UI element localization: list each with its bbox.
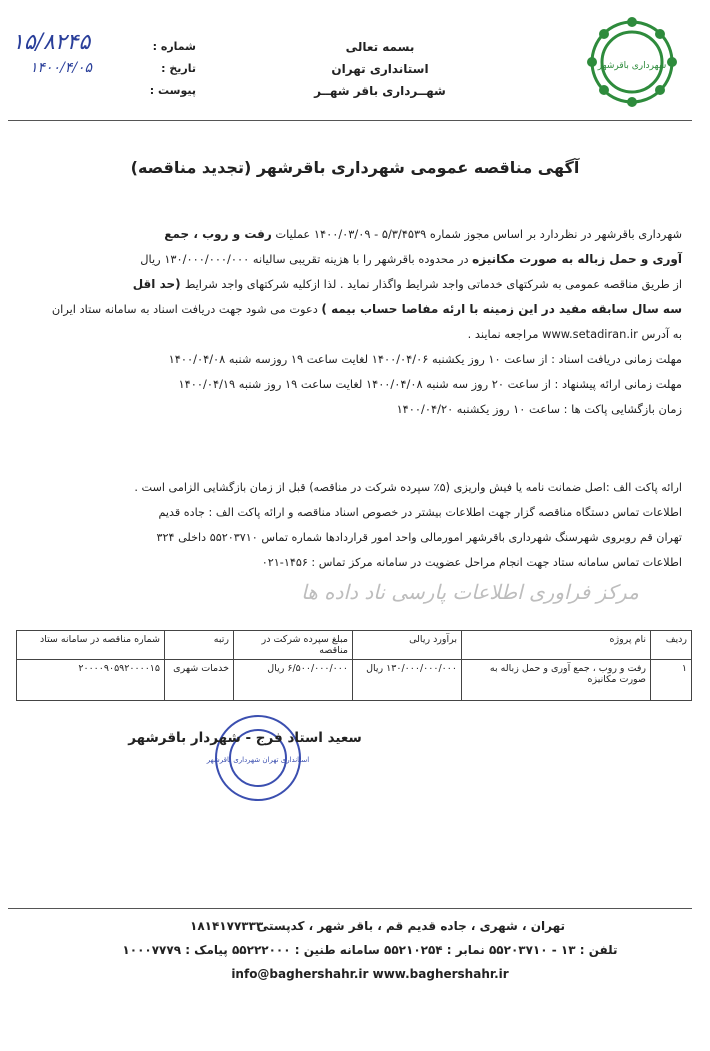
signature: سعید استاد فرج - شهردار باقرشهر [128, 730, 362, 746]
col-estimate: برآورد ریالی [353, 631, 462, 660]
col-deposit: مبلغ سپرده شرکت در مناقصه [234, 631, 353, 660]
header-governorate: استانداری تهران [331, 62, 429, 76]
letter-date: ۱۴۰۰/۴/۰۵ [30, 60, 93, 76]
footer-web: info@baghershahr.ir www.baghershahr.ir [231, 967, 509, 981]
table-header-row [17, 631, 692, 660]
cell-grade: خدمات شهری [165, 660, 234, 701]
cell-row: ۱ [651, 660, 692, 701]
col-project: نام پروژه [462, 631, 651, 660]
body-line-4: سه سال سابقه مفید در این زمینه با ارئه مفاصا حساب بیمه ) دعوت می شود جهت دریافت اسناد به سامانه ستاد ایران [51, 302, 682, 316]
attachment-label: پیوست : [149, 84, 196, 97]
letterhead [300, 36, 460, 102]
contact-line-2: تهران قم روبروی شهرسنگ شهرداری باقرشهر امورمالی واحد امور قراردادها شماره تماس ۵۵۲۰۳۷۱۰ داخلی ۳۲۴ [156, 531, 682, 544]
guarantee-note: ارائه پاکت الف :اصل ضمانت نامه یا فیش واریزی (۵٪ سپرده شرکت در مناقصه) قبل از زمان بازگشایی الزامی است . [134, 481, 682, 494]
stamp-text: استانداری تهران شهرداری باقرشهر [206, 756, 310, 764]
footer-divider [8, 908, 692, 909]
document-deadline: مهلت زمانی دریافت اسناد : از ساعت ۱۰ روز یکشنبه ۱۴۰۰/۰۴/۰۶ لغایت ساعت ۱۹ روزسه شنبه ۱۴۰۰/۰۴/۰۸ [168, 352, 682, 366]
col-tender-number: شماره مناقصه در سامانه ستاد [17, 631, 165, 660]
opening-time: زمان بازگشایی پاکت ها : ساعت ۱۰ روز یکشنبه ۱۴۰۰/۰۴/۲۰ [396, 402, 682, 416]
date-label: تاریخ : [161, 62, 196, 75]
official-stamp [206, 712, 310, 804]
footer-address-line [30, 914, 710, 938]
body-line-2: آوری و حمل زباله به صورت مکانیزه در محدوده باقرشهر را با هزینه تقریبی سالیانه ۱۳۰/۰۰۰/۰۰۰/۰۰۰ ریال [140, 252, 682, 266]
body-line-1: شهرداری باقرشهر در نظردارد بر اساس مجوز شماره ۵/۳/۴۵۳۹ - ۱۴۰۰/۰۳/۰۹ عملیات رفت و روب ، جمع [164, 227, 682, 241]
letter-meta [140, 36, 196, 102]
cell-deposit: ۶/۵۰۰/۰۰۰/۰۰۰ ریال [234, 660, 353, 701]
table-row [17, 660, 692, 701]
cell-project: رفت و روب ، جمع آوری و حمل زباله به صورت مکانیزه [462, 660, 651, 701]
logo-text: شهرداری باقرشهر [597, 61, 667, 71]
body-line-3: از طریق مناقصه عمومی به شرکتهای خدماتی واجد شرایط واگذار نماید . لذا ازکلیه شرکتهای واجد شرایط (حد اقل [132, 277, 682, 291]
proposal-deadline: مهلت زمانی ارائه پیشنهاد : از ساعت ۲۰ روز سه شنبه ۱۴۰۰/۰۴/۰۸ لغایت ساعت ۱۹ روز شنبه ۱۴۰۰/۰۴/۱۹ [178, 377, 682, 391]
footer-phones: تلفن : ۱۳ - ۵۵۲۰۳۷۱۰ نمابر : ۵۵۲۱۰۲۵۴ سامانه طنین : ۵۵۲۲۲۰۰۰ پیامک : ۱۰۰۰۷۷۷۹ [122, 943, 618, 957]
contact-line-3: اطلاعات تماس سامانه ستاد جهت انجام مراحل عضویت در سامانه مرکز تماس : ۱۴۵۶-۰۲۱ [261, 556, 682, 569]
contact-line-1: اطلاعات تماس دستگاه مناقصه گزار جهت اطلاعات بیشتر در خصوص اسناد مناقصه و ارائه پاکت الف : جاده قدیم [158, 506, 682, 519]
header-divider [8, 120, 692, 121]
col-row: ردیف [651, 631, 692, 660]
col-grade: رتبه [165, 631, 234, 660]
municipality-logo [586, 16, 678, 108]
cell-tender-number: ۲۰۰۰۰۹۰۵۹۲۰۰۰۰۱۵ [17, 660, 165, 701]
letter-number: ۱۵/۸۲۴۵ [12, 30, 91, 55]
number-label: شماره : [152, 40, 196, 53]
header-municipality: شهــرداری باقر شهــر [314, 84, 446, 98]
header-bismillah: بسمه تعالی [345, 40, 415, 54]
footer [30, 914, 710, 986]
page-title: آگهی مناقصه عمومی شهرداری باقرشهر (تجدید مناقصه) [130, 158, 580, 177]
watermark: مرکز فراوری اطلاعات پارسی ناد داده ها [301, 580, 639, 604]
footer-address: تهران ، شهری ، جاده قدیم قم ، باقر شهر ، کدپستی [256, 919, 565, 933]
footer-postal-code: ۱۸۱۴۱۷۷۳۳۳ [190, 919, 264, 933]
contact-info [22, 475, 682, 575]
announcement-body [22, 222, 682, 422]
tender-table [16, 630, 692, 701]
body-line-5: به آدرس www.setadiran.ir مراجعه نمایند . [467, 327, 682, 341]
cell-estimate: ۱۳۰/۰۰۰/۰۰۰/۰۰۰ ریال [353, 660, 462, 701]
